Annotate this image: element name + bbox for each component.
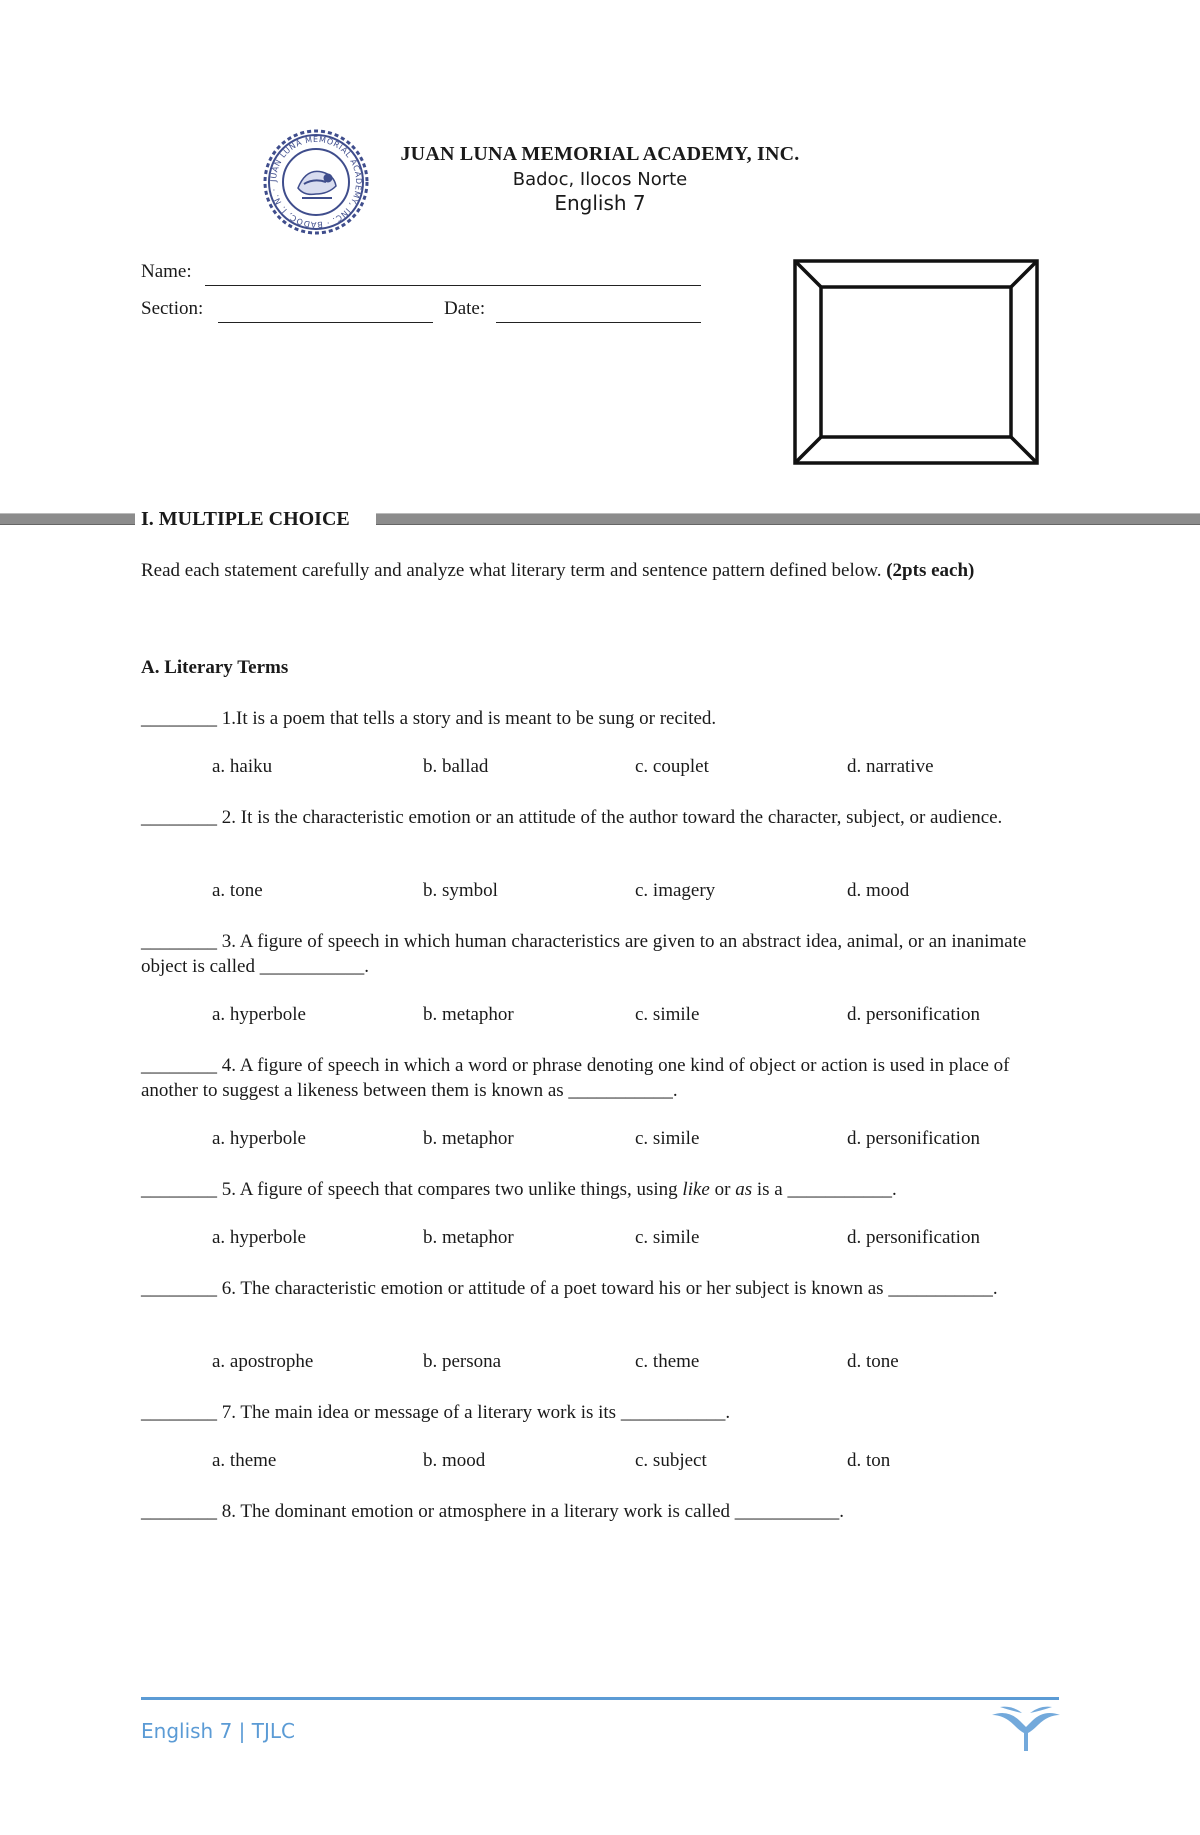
instructions-text: Read each statement carefully and analyze what literary term and sentence pattern defined below. [141, 560, 882, 581]
choice-4c[interactable]: c. simile [635, 1128, 700, 1149]
answer-blank[interactable]: ________ [141, 1402, 217, 1423]
choice-3b[interactable]: b. metaphor [423, 1004, 514, 1025]
choice-5d[interactable]: d. personification [847, 1227, 980, 1248]
question-1 [141, 706, 1046, 731]
choice-4a[interactable]: a. hyperbole [212, 1128, 306, 1149]
choice-6c[interactable]: c. theme [635, 1351, 700, 1372]
date-field[interactable] [496, 322, 701, 323]
question-text-middle: or [709, 1179, 736, 1200]
answer-blank[interactable]: ________ [141, 931, 217, 952]
question-4 [141, 1053, 1046, 1103]
section-title: I. MULTIPLE CHOICE [141, 508, 356, 531]
section-label: Section: [141, 298, 204, 319]
question-5 [141, 1177, 1046, 1202]
italic-word-like: like [682, 1179, 710, 1200]
question-text-end: is a ___________. [752, 1179, 897, 1200]
question-6 [141, 1276, 1046, 1301]
bird-logo-icon [990, 1705, 1062, 1755]
answer-blank[interactable]: ________ [141, 1179, 217, 1200]
photo-frame-icon [793, 259, 1039, 465]
date-label: Date: [444, 298, 486, 319]
question-text: 2. It is the characteristic emotion or an attitude of the author toward the character, subject, or audience. [217, 807, 1003, 828]
choice-4d[interactable]: d. personification [847, 1128, 980, 1149]
choice-2d[interactable]: d. mood [847, 880, 910, 901]
section-banner-right-rule [376, 513, 1200, 525]
choice-1d[interactable]: d. narrative [847, 756, 934, 777]
choice-7a[interactable]: a. theme [212, 1450, 277, 1471]
name-field[interactable] [205, 285, 701, 286]
subject-line: English 7 [554, 191, 646, 215]
choice-3c[interactable]: c. simile [635, 1004, 700, 1025]
name-label: Name: [141, 261, 192, 282]
footer-rule [141, 1697, 1059, 1700]
choice-5c[interactable]: c. simile [635, 1227, 700, 1248]
subsection-title: A. Literary Terms [141, 657, 289, 678]
question-text: 3. A figure of speech in which human characteristics are given to an abstract idea, animal, or an inanimate object is called ___________. [141, 931, 1027, 977]
choice-3a[interactable]: a. hyperbole [212, 1004, 306, 1025]
question-text: 1.It is a poem that tells a story and is meant to be sung or recited. [217, 708, 717, 729]
question-text: 6. The characteristic emotion or attitude of a poet toward his or her subject is known as ___________. [217, 1278, 998, 1299]
choice-5a[interactable]: a. hyperbole [212, 1227, 306, 1248]
choice-3d[interactable]: d. personification [847, 1004, 980, 1025]
section-banner-left-rule [0, 513, 135, 525]
instructions [141, 559, 1046, 583]
seal-text: JUAN LUNA MEMORIAL ACADEMY, INC. · BADOC, I. N. · [268, 134, 364, 230]
school-name: JUAN LUNA MEMORIAL ACADEMY, INC. [400, 143, 800, 165]
question-text: 7. The main idea or message of a literary work is its ___________. [217, 1402, 731, 1423]
choice-5b[interactable]: b. metaphor [423, 1227, 514, 1248]
choice-6d[interactable]: d. tone [847, 1351, 899, 1372]
question-7 [141, 1400, 1046, 1425]
answer-blank[interactable]: ________ [141, 708, 217, 729]
choice-7c[interactable]: c. subject [635, 1450, 707, 1471]
answer-blank[interactable]: ________ [141, 1055, 217, 1076]
answer-blank[interactable]: ________ [141, 807, 217, 828]
choice-7d[interactable]: d. ton [847, 1450, 891, 1471]
choice-4b[interactable]: b. metaphor [423, 1128, 514, 1149]
question-3 [141, 929, 1046, 979]
choice-2c[interactable]: c. imagery [635, 880, 716, 901]
section-field[interactable] [218, 322, 433, 323]
answer-blank[interactable]: ________ [141, 1278, 217, 1299]
question-text: 8. The dominant emotion or atmosphere in a literary work is called ___________. [217, 1501, 845, 1522]
answer-blank[interactable]: ________ [141, 1501, 217, 1522]
choice-6b[interactable]: b. persona [423, 1351, 502, 1372]
question-text: 4. A figure of speech in which a word or phrase denoting one kind of object or action is used in place of another to suggest a likeness between them is known as ___________. [141, 1055, 1010, 1101]
choice-2a[interactable]: a. tone [212, 880, 263, 901]
choice-1b[interactable]: b. ballad [423, 756, 489, 777]
choice-7b[interactable]: b. mood [423, 1450, 486, 1471]
question-text-start: 5. A figure of speech that compares two unlike things, using [217, 1179, 683, 1200]
footer-text: English 7 | TJLC [141, 1719, 295, 1743]
choice-6a[interactable]: a. apostrophe [212, 1351, 314, 1372]
choice-1a[interactable]: a. haiku [212, 756, 273, 777]
question-8 [141, 1499, 1046, 1524]
italic-word-as: as [735, 1179, 753, 1200]
choice-2b[interactable]: b. symbol [423, 880, 498, 901]
choice-1c[interactable]: c. couplet [635, 756, 709, 777]
school-address: Badoc, Ilocos Norte [512, 169, 688, 190]
points-note: (2pts each) [886, 560, 975, 581]
question-2 [141, 805, 1046, 830]
